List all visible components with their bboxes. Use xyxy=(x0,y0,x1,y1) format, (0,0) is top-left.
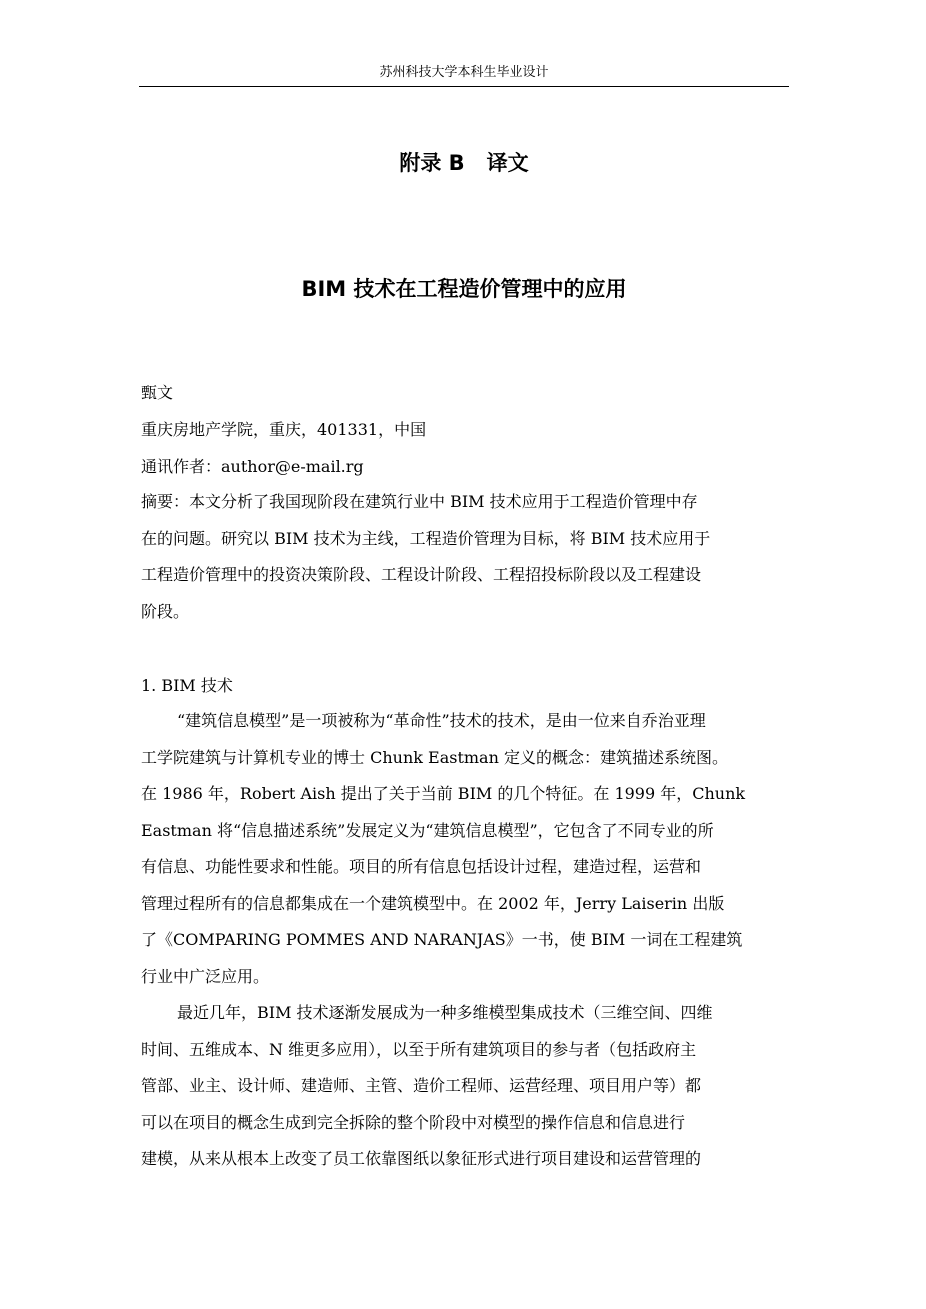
paragraph-line: “建筑信息模型”是一项被称为“革命性”技术的技术，是由一位来自乔治亚理 xyxy=(177,711,706,730)
paragraph-line: 有信息、功能性要求和性能。项目的所有信息包括设计过程，建造过程，运营和 xyxy=(141,857,702,876)
abstract-line: 阶段。 xyxy=(141,601,190,621)
paragraph-line: Eastman 将“信息描述系统”发展定义为“建筑信息模型”，它包含了不同专业的所 xyxy=(141,820,714,840)
paragraph-line: 时间、五维成本、N 维更多应用），以至于所有建筑项目的参与者（包括政府主 xyxy=(141,1039,697,1059)
section1-paragraph-2 xyxy=(141,995,787,1178)
paragraph-line: 管理过程所有的信息都集成在一个建筑模型中。在 2002 年，Jerry Laiserin 出版 xyxy=(141,893,725,913)
paragraph-line: 了《COMPARING POMMES AND NARANJAS》一书，使 BIM 一词在工程建筑 xyxy=(141,930,743,949)
header-rule xyxy=(139,86,789,87)
paragraph-line: 行业中广泛应用。 xyxy=(141,966,270,986)
paragraph-line: 工学院建筑与计算机专业的博士 Chunk Eastman 定义的概念：建筑描述系统图。 xyxy=(141,747,728,767)
author-affiliation: 重庆房地产学院，重庆，401331，中国 xyxy=(141,420,427,439)
paragraph-line: 建模，从来从根本上改变了员工依靠图纸以象征形式进行项目建设和运营管理的 xyxy=(141,1149,702,1168)
abstract-line: 在的问题。研究以 BIM 技术为主线，工程造价管理为目标，将 BIM 技术应用于 xyxy=(141,528,711,548)
paragraph-line: 在 1986 年，Robert Aish 提出了关于当前 BIM 的几个特征。在 1999 年，Chunk xyxy=(141,784,746,803)
section-heading: 1. BIM 技术 xyxy=(141,676,233,695)
paragraph-line: 可以在项目的概念生成到完全拆除的整个阶段中对模型的操作信息和信息进行 xyxy=(141,1112,686,1132)
paper-title: BIM 技术在工程造价管理中的应用 xyxy=(301,277,627,301)
abstract-line: 工程造价管理中的投资决策阶段、工程设计阶段、工程招投标阶段以及工程建设 xyxy=(141,565,702,584)
author-name: 甄文 xyxy=(141,383,174,402)
section1-paragraph-1 xyxy=(141,703,787,995)
appendix-title: 附录 B 译文 xyxy=(399,151,529,175)
corresponding-author: 通讯作者：author@e-mail.rg xyxy=(141,457,364,476)
paragraph-line: 管部、业主、设计师、建造师、主管、造价工程师、运营经理、项目用户等）都 xyxy=(141,1076,702,1095)
paragraph-line: 最近几年，BIM 技术逐渐发展成为一种多维模型集成技术（三维空间、四维 xyxy=(177,1003,713,1022)
abstract xyxy=(141,484,787,630)
running-header: 苏州科技大学本科生毕业设计 xyxy=(379,65,549,80)
abstract-line: 摘要：本文分析了我国现阶段在建筑行业中 BIM 技术应用于工程造价管理中存 xyxy=(141,492,698,511)
